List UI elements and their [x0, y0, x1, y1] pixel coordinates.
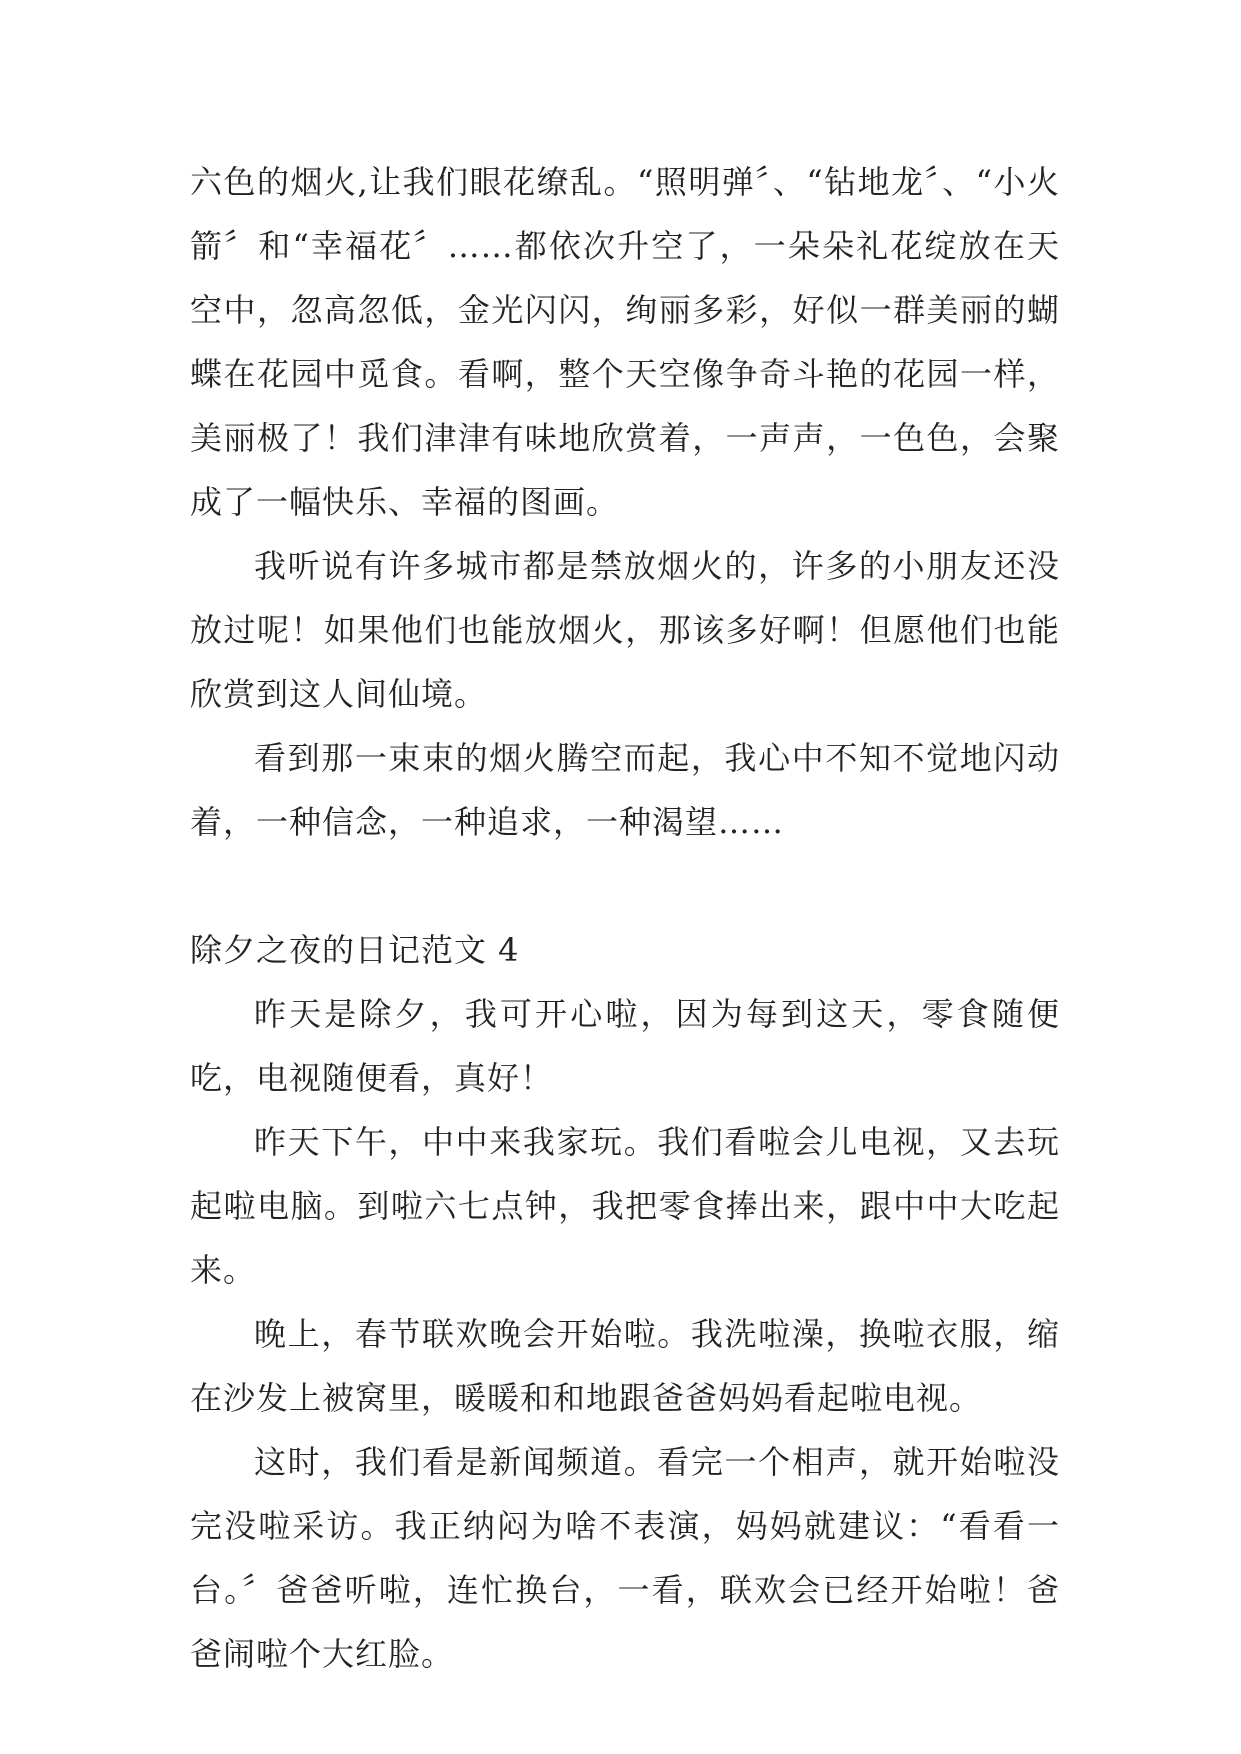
- section-title: 除夕之夜的日记范文 4: [190, 931, 520, 969]
- section-spacer: [190, 854, 1060, 918]
- paragraph: 六色的烟火,让我们眼花缭乱。“照明弹〞、“钻地龙〞、“小火箭〞和“幸福花〞……都依次升空了，一朵朵礼花绽放在天空中，忽高忽低，金光闪闪，绚丽多彩，好似一群美丽的蝴蝶在花园中觅食。看啊，整个天空像争奇斗艳的花园一样，美丽极了！我们津津有味地欣赏着，一声声，一色色，会聚成了一幅快乐、幸福的图画。: [190, 163, 1060, 521]
- paragraph: 昨天下午，中中来我家玩。我们看啦会儿电视，又去玩起啦电脑。到啦六七点钟，我把零食捧出来，跟中中大吃起来。: [190, 1123, 1060, 1289]
- paragraph: 这时，我们看是新闻频道。看完一个相声，就开始啦没完没啦采访。我正纳闷为啥不表演，妈妈就建议：“看看一台。〞爸爸听啦，连忙换台，一看，联欢会已经开始啦！爸爸闹啦个大红脸。: [190, 1443, 1060, 1673]
- paragraph: 晚上，春节联欢晚会开始啦。我洗啦澡，换啦衣服，缩在沙发上被窝里，暖暖和和地跟爸爸妈妈看起啦电视。: [190, 1315, 1060, 1417]
- paragraph: 昨天是除夕，我可开心啦，因为每到这天，零食随便吃，电视随便看，真好！: [190, 995, 1060, 1097]
- document-body: [190, 150, 1060, 1686]
- paragraph: 我听说有许多城市都是禁放烟火的，许多的小朋友还没放过呢！如果他们也能放烟火，那该多好啊！但愿他们也能欣赏到这人间仙境。: [190, 547, 1060, 713]
- paragraph: 看到那一束束的烟火腾空而起，我心中不知不觉地闪动着，一种信念，一种追求，一种渴望……: [190, 739, 1060, 841]
